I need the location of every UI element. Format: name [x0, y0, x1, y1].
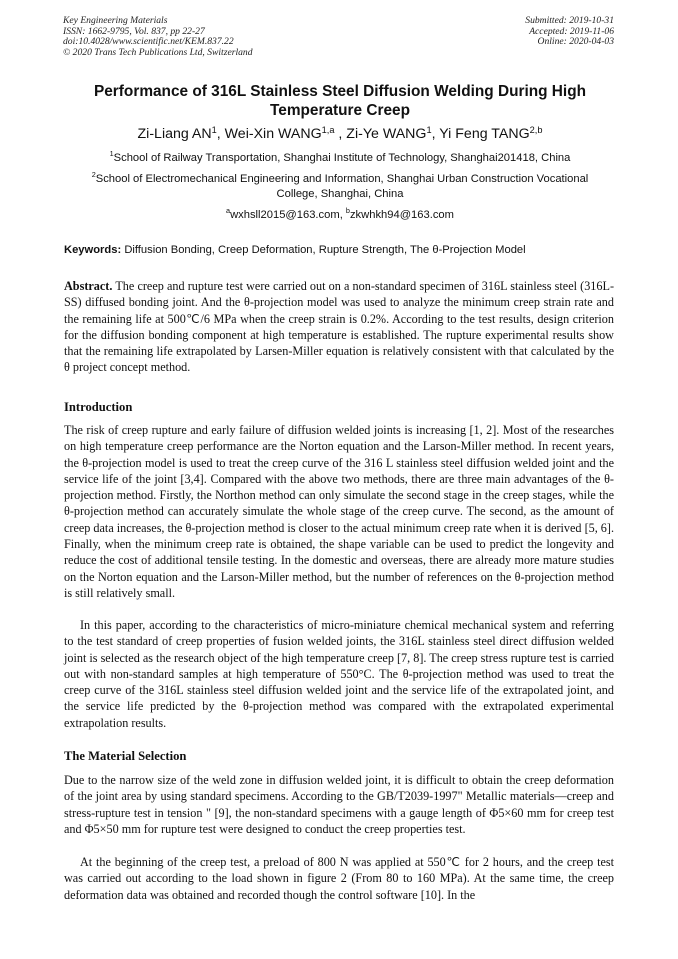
email-sup: a	[226, 206, 231, 215]
author-list	[60, 125, 620, 143]
abstract	[64, 278, 614, 376]
author-separator: ,	[334, 126, 347, 142]
journal-info	[63, 16, 253, 58]
author-name: Zi-Liang AN	[137, 126, 212, 142]
material-paragraph-1: Due to the narrow size of the weld zone in diffusion welded joint, it is difficult to obtain the creep deformation of the joint area by using standard specimens. According to the GB/T2039-1997" Metallic materials—creep and stress-rupture test in tension " [9], the non-standard specimens with a gauge length of Φ5×60 mm for creep test and Φ5×50 mm for rupture test were designed to conduct the creep properties test.	[64, 773, 614, 836]
publication-dates	[525, 16, 614, 48]
affiliation-text: School of Railway Transportation, Shanghai Institute of Technology, Shanghai201418, China	[113, 152, 571, 164]
keywords-label: Keywords:	[64, 244, 122, 256]
submitted-date: Submitted: 2019-10-31	[525, 15, 614, 26]
intro-paragraph-2: In this paper, according to the characteristics of micro-miniature chemical mechanical system and referring to the test standard of creep properties of fusion welded joints, the 316L stainless steel direct diffusion welded joint is selected as the research object of the high temperature creep [7, 8]. The creep stress rupture test is carried out with non-standard samples at high temperature of 550°C. The θ-projection method was used to treat the creep curve of the 316L stainless steel diffusion welded joint and the service life of the extrapolated joint, and the service life predicted by the θ-projection method was compared with the extrapolated experimental extrapolation results.	[64, 618, 615, 730]
online-date: Online: 2020-04-03	[537, 36, 614, 48]
doi-line[interactable]: doi:10.4028/www.scientific.net/KEM.837.22	[63, 36, 234, 48]
keywords-text: Diffusion Bonding, Creep Deformation, Rupture Strength, The θ-Projection Model	[124, 244, 526, 256]
email-a[interactable]: wxhsll2015@163.com	[230, 209, 340, 221]
accepted-date: Accepted: 2019-11-06	[529, 25, 614, 37]
keywords	[64, 243, 616, 257]
author-name: Wei-Xin WANG	[224, 126, 322, 142]
author-affil-sup: 1	[426, 125, 432, 135]
email-b[interactable]: zkwhkh94@163.com	[349, 209, 454, 221]
author-name: Zi-Ye WANG	[346, 126, 427, 142]
intro-paragraph-1: The risk of creep rupture and early failure of diffusion welded joints is increasing [1, 2]. Most of the researches on high temperature creep performance are the Norton equation and the Larson-Miller method. In recent years, the θ-projection model is used to treat the creep curve of the 316 L stainless steel diffusion welded joint and the service life of the joint [3,4]. Compared with the above two methods, there are three main advantages of the θ-projection method. Firstly, the Northon method can only simulate the second stage in the creep stages, while the θ-projection method can accurately simulate the whole stage of the creep curve. The second, as the amount of creep data increases, the θ-projection method is closer to the actual minimum creep rate when it is derived [5, 6]. Finally, when the minimum creep rate is obtained, the shape variable can be used to predict the longevity and reduce the cost of additional tensile testing. In the domestic and overseas, there are already more mature studies on the Norton equation and the Larson-Miller method, but the number of references on the θ-projection method is still relatively small.	[64, 423, 615, 600]
material-paragraph-2: At the beginning of the creep test, a preload of 800 N was applied at 550℃ for 2 hours, and the creep test was carried out according to the load shown in figure 2 (From 80 to 160 MPa). At the same time, the creep deformation data was obtained and recorded though the control software [10]. In the	[64, 855, 614, 902]
affiliation-sup: 2	[91, 170, 96, 179]
section-heading-introduction: Introduction	[64, 400, 133, 414]
paper-title: Performance of 316L Stainless Steel Diffusion Welding During High Temperature Creep	[93, 83, 587, 119]
author-affil-sup: 2,b	[529, 125, 543, 135]
section-heading-material-selection: The Material Selection	[64, 749, 187, 763]
author-affil-sup: 1	[211, 125, 217, 135]
affiliation-text: School of Electromechanical Engineering and Information, Shanghai Urban Construction Vocational College, Shanghai, China	[95, 173, 589, 200]
author-separator: ,	[431, 126, 440, 142]
email-sup: b	[345, 206, 350, 215]
abstract-label: Abstract.	[64, 279, 113, 293]
affiliation-1	[70, 151, 610, 166]
copyright-line: © 2020 Trans Tech Publications Ltd, Switzerland	[63, 46, 253, 58]
affiliation-sup: 1	[109, 149, 114, 158]
issn-line: ISSN: 1662-9795, Vol. 837, pp 22-27	[63, 25, 205, 37]
abstract-text: The creep and rupture test were carried out on a non-standard specimen of 316L stainless steel (316L-SS) diffused bonding joint. And the θ-projection model was used to analyze the minimum creep strain rate and the remaining life at 500℃/6 MPa when the creep strain is 0.2%. According to the test results, design criterion for the diffusion bonding component at high temperature is established. The rupture experimental results show that the remaining life extrapolated by Larsen-Miller equation is relatively consistent with that calculated by the θ project concept method.	[64, 279, 614, 375]
journal-name: Key Engineering Materials	[63, 15, 168, 26]
author-affil-sup: 1,a	[321, 125, 335, 135]
email-separator: ,	[339, 209, 346, 221]
affiliation-2	[70, 172, 610, 201]
email-line	[70, 208, 610, 223]
author-separator: ,	[216, 126, 225, 142]
author-name: Yi Feng TANG	[439, 126, 530, 142]
